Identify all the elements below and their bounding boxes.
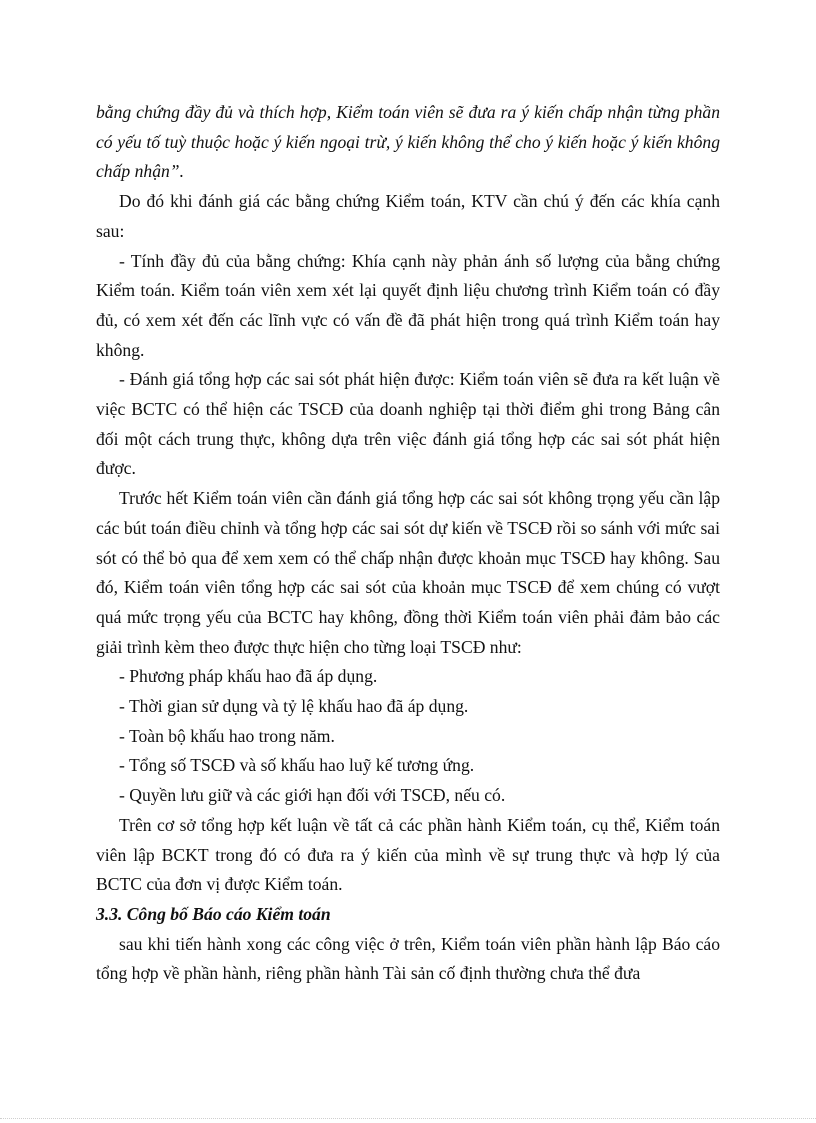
section-heading: 3.3. Công bố Báo cáo Kiểm toán: [96, 903, 331, 924]
sufficiency-point: - Tính đầy đủ của bằng chứng: Khía cạnh này phản ánh số lượng của bằng chứng Kiểm toán. Kiểm toán viên xem xét lại quyết định liệu chương trình Kiểm toán có đầy đủ, có xem xét đến các lĩnh vực có vấn đề đã phát hiện trong quá trình Kiểm toán hay không.: [96, 250, 720, 360]
basis-paragraph: Trên cơ sở tổng hợp kết luận về tất cả các phần hành Kiểm toán, cụ thể, Kiểm toán viên lập BCKT trong đó có đưa ra ý kiến của mình về sự trung thực và hợp lý của BCTC của đơn vị được Kiểm toán.: [96, 814, 720, 895]
evaluation-paragraph: Trước hết Kiểm toán viên cần đánh giá tổng hợp các sai sót không trọng yếu cần lập các bút toán điều chỉnh và tổng hợp các sai sót dự kiến về TSCĐ rồi so sánh với mức sai sót có thể bỏ qua để xem xem có thể chấp nhận được khoản mục TSCĐ hay không. Sau đó, Kiểm toán viên tổng hợp các sai sót của khoản mục TSCĐ để xem chúng có vượt quá mức trọng yếu của BCTC hay không, đồng thời Kiểm toán viên phải đảm bảo các giải trình kèm theo được thực hiện cho từng loại TSCĐ như:: [96, 488, 720, 657]
list-item: - Phương pháp khấu hao đã áp dụng.: [119, 666, 378, 687]
page-bottom-divider: [0, 1118, 816, 1119]
assessment-point: - Đánh giá tổng hợp các sai sót phát hiện được: Kiểm toán viên sẽ đưa ra kết luận về việc BCTC có thể hiện các TSCĐ của doanh nghiệp tại thời điểm ghi trong Bảng cân đối một cách trung thực, không dựa trên việc đánh giá tổng hợp các sai sót phát hiện được.: [96, 369, 720, 479]
document-page: [96, 98, 720, 989]
list-item: - Tổng số TSCĐ và số khấu hao luỹ kế tương ứng.: [119, 755, 475, 776]
intro-paragraph: Do đó khi đánh giá các bằng chứng Kiểm toán, KTV cần chú ý đến các khía cạnh sau:: [96, 191, 720, 241]
list-item: - Toàn bộ khấu hao trong năm.: [119, 725, 335, 746]
list-item: - Thời gian sử dụng và tỷ lệ khấu hao đã áp dụng.: [119, 696, 469, 717]
final-paragraph: sau khi tiến hành xong các công việc ở trên, Kiểm toán viên phần hành lập Báo cáo tổng hợp về phần hành, riêng phần hành Tài sản cố định thường chưa thể đưa: [96, 933, 720, 984]
quote-paragraph: bằng chứng đầy đủ và thích hợp, Kiểm toán viên sẽ đưa ra ý kiến chấp nhận từng phần có yếu tố tuỳ thuộc hoặc ý kiến ngoại trừ, ý kiến không thể cho ý kiến hoặc ý kiến không chấp nhận”.: [96, 102, 720, 182]
explanation-list: [96, 662, 720, 811]
list-item: - Quyền lưu giữ và các giới hạn đối với TSCĐ, nếu có.: [119, 785, 506, 806]
